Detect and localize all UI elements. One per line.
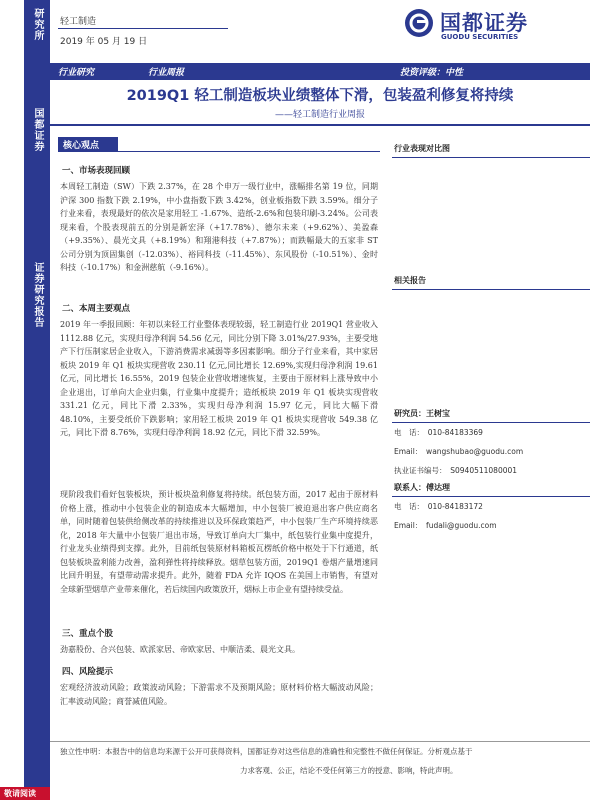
chart-label-rule: [392, 157, 590, 158]
section-3-text: 劲嘉股份、合兴包装、欧派家居、帝欧家居、中顺洁柔、晨光文具。: [60, 645, 300, 654]
contact-email: Email： fudali@guodu.com: [394, 521, 497, 530]
category-bar: [50, 63, 590, 80]
category-weekly: 行业周报: [148, 68, 185, 78]
category-research: 行业研究: [58, 68, 95, 78]
section-2-para-1: 2019 年一季报回顾：年初以来轻工行业整体表现较弱，轻工制造行业 2019Q1 营业收入 1112.88 亿元，实现归母净利润 54.56 亿元，同比分别下降 3.01%/27.93%，主要受地产下行压制家居企业收入，下游消费需求减弱等多因素影响。细分子行业来看，其中家居板块 2019 年 Q1 板块实现营收 230.11 亿元,同比增长 12.69%,实现归母净利润 19.61 亿元，同比增长 16.55%，2019 包装企业营收增速恢复，主要由于原材料上涨导致中小企业退出，订单向大企业归集，行业集中度提升；造纸板块 2019 年 Q1 板块实现营收 331.21 亿元，同比下滑 2.33%，实现归母净利润 15.97 亿元，同比大幅下滑 48.10%，主要受纸价下跌影响；家用轻工板块 2019 年 Q1 板块实现营收 549.38 亿元，同比下滑 8.76%，实现归母净利润 18.92 亿元，同比下滑 32.59%。: [60, 320, 378, 437]
contact-phone: 电 话： 010-84183172: [394, 502, 483, 511]
footer-mark: 敬请阅读: [4, 789, 36, 798]
header-rule: [58, 28, 228, 29]
logo-cn: 国都证券: [440, 11, 528, 35]
section-3-title: 三、重点个股: [62, 629, 114, 639]
analyst-license: 执业证书编号： S0940511080001: [394, 466, 518, 475]
section-4-title: 四、风险提示: [62, 667, 114, 677]
guodu-logo-icon: [404, 8, 434, 38]
related-reports-rule: [392, 289, 590, 290]
rating: 投资评级：中性: [400, 68, 464, 78]
contact-rule: [392, 496, 590, 497]
section-2-para-2: 现阶段我们看好包装板块，预计板块盈利修复将持续。纸包装方面，2017 起由于原材料价格上涨，推动中小包装企业的制造成本大幅增加，中小包装厂被迫退出客户供应商名单，同时随着包装供给侧改革的持续推进以及环保政策趋严，中小包装厂生产环境持续恶化，2018 年大量中小包装厂退出市场，导致订单向大厂集中，纸包装行业集中度提升，行业龙头业绩得到支撑。此外，目前纸包装原材料箱板瓦楞纸价格中枢处于下行通道，纸包装板块盈利能力改善，盈利弹性将持续释放。烟草包装方面，2019Q1 卷烟产量增速同比回升明显，有望带动需求提升。此外，随着 FDA 允许 IQOS 在美国上市销售，有望对全球新型烟草产业带来催化，若后续国内政策放开，烟标上市企业有望持续受益。: [60, 490, 378, 594]
section-1-title: 一、市场表现回顾: [62, 166, 131, 176]
core-view-rule: [118, 151, 380, 152]
logo-en: GUODU SECURITIES: [441, 33, 519, 41]
section-4-text: 宏观经济波动风险；政策波动风险；下游需求不及预期风险；原材料价格大幅波动风险；汇率波动风险；商誉减值风险。: [60, 683, 378, 706]
side-tab-research: 研究所: [32, 8, 43, 41]
footer-red-tab: [0, 787, 50, 800]
disclaimer-line-2: 力求客观、公正，结论不受任何第三方的授意、影响，特此声明。: [240, 766, 458, 775]
section-2-title: 二、本周主要观点: [62, 304, 131, 314]
analyst-rule: [392, 422, 590, 423]
disclaimer-rule: [50, 741, 590, 742]
report-subtitle: ——轻工制造行业周报: [274, 110, 365, 120]
core-view-badge: [58, 137, 118, 152]
disclaimer-line-1: 独立性申明：本报告中的信息均来源于公开可获得资料，国都证券对这些信息的准确性和完整性不做任何保证。分析观点基于: [60, 747, 473, 756]
title-rule: [50, 124, 590, 126]
header-industry: 轻工制造: [60, 17, 97, 27]
section-1-text: 本周轻工制造（SW）下跌 2.37%，在 28 个申万一级行业中，涨幅排名第 19 位，同期沪深 300 指数下跌 2.19%，中小盘指数下跌 3.42%，创业板指数下跌 3.59%。细分子行业来看，表现最好的依次是家用轻工 -1.67%、造纸-2.6%和包装印刷-3.24%。公司表现来看，个股表现前五的分别是新宏泽（+17.78%）、德尔未来（+9.62%）、美盈森（+9.35%）、晨光文具（+8.19%）和翔港科技（+7.87%）；而跌幅最大的五家非 ST 公司分别为顶固集创（-12.03%）、裕同科技（-11.45%）、东风股份（-10.51%）、金时科技（-10.17%）和金洲慈航（-9.16%）。: [60, 182, 378, 272]
chart-label: 行业表现对比图: [394, 144, 450, 153]
report-title: 2019Q1 轻工制造板块业绩整体下滑，包装盈利修复将持续: [126, 88, 514, 104]
core-view-label: 核心观点: [63, 141, 100, 151]
analyst-phone: 电 话： 010-84183369: [394, 428, 483, 437]
analyst-email: Email： wangshubao@guodu.com: [394, 447, 524, 456]
analyst-label: 研究员：王树宝: [394, 409, 450, 418]
related-reports-label: 相关报告: [394, 276, 426, 285]
contact-label: 联系人：傅达理: [394, 483, 450, 492]
side-tab-report: 证券研究报告: [32, 262, 43, 328]
side-tab-guodu: 国都证券: [32, 108, 43, 152]
header-date: 2019 年 05 月 19 日: [60, 37, 148, 47]
